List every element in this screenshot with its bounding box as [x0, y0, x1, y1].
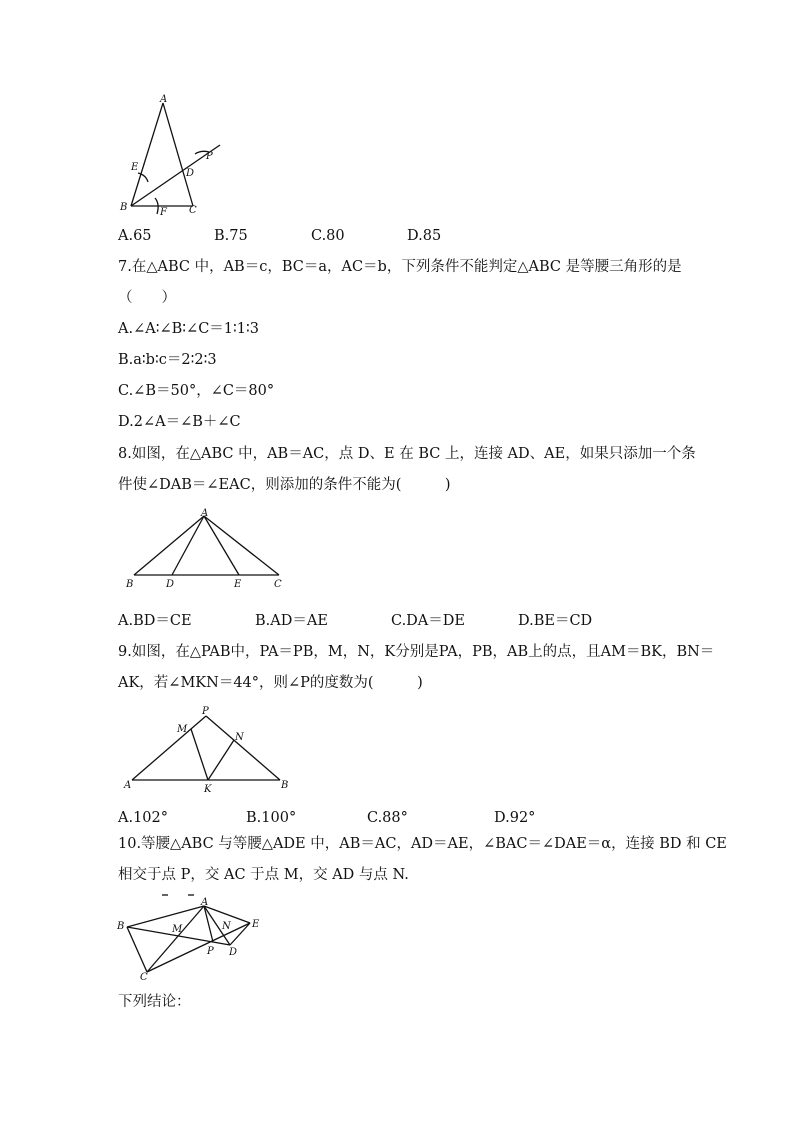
q8-label-a: A [201, 508, 209, 519]
q6-option-d: D.85 [407, 228, 442, 244]
q9-stem-line2: AK，若∠MKN＝44°，则∠P的度数为( ) [118, 675, 423, 691]
q9-label-m: M [177, 724, 188, 735]
q10-side-de [230, 923, 250, 945]
q9-stem-line1: 9.如图，在△PAB中，PA＝PB，M，N，K分别是PA，PB，AB上的点，且AM＝BK，BN＝ [118, 644, 715, 660]
q6-label-b: B [120, 202, 128, 213]
q6-label-f: F [160, 207, 167, 218]
q9-option-b: B.100° [246, 810, 297, 826]
q9-label-p: P [202, 706, 209, 717]
q9-segment-mk [191, 729, 208, 780]
q6-option-a: A.65 [118, 228, 152, 244]
q10-figure [116, 892, 266, 982]
q9-label-b: B [281, 780, 289, 791]
q8-label-d: D [166, 579, 175, 590]
q10-side-bc [127, 927, 147, 972]
q8-label-c: C [274, 579, 282, 590]
q8-option-b: B.AD＝AE [255, 613, 328, 629]
q6-side-ab [131, 103, 163, 206]
q9-option-a: A.102° [118, 810, 169, 826]
q8-segment-ad [172, 516, 204, 575]
q6-option-c: C.80 [311, 228, 345, 244]
q7-option-b: B.a∶b∶c＝2∶2∶3 [118, 352, 217, 368]
q7-option-c: C.∠B＝50°，∠C＝80° [118, 383, 275, 399]
q10-stem-line2: 相交于点 P，交 AC 于点 M，交 AD 与点 N. [118, 867, 409, 883]
q8-label-e: E [234, 579, 242, 590]
q9-label-k: K [204, 784, 212, 795]
q8-label-b: B [126, 579, 134, 590]
q8-segment-ae [204, 516, 239, 575]
q6-side-ac [163, 103, 193, 206]
q6-option-b: B.75 [214, 228, 248, 244]
q9-option-d: D.92° [494, 810, 536, 826]
q9-side-pb [206, 716, 280, 780]
q6-label-e: E [131, 162, 139, 173]
q10-label-b: B [117, 921, 125, 932]
q8-stem-line1: 8.如图，在△ABC 中，AB＝AC，点 D、E 在 BC 上，连接 AD、AE，如果只添加一个条 [118, 446, 696, 462]
q10-label-e: E [252, 919, 260, 930]
q10-label-c: C [140, 972, 148, 983]
q8-stem-line2: 件使∠DAB＝∠EAC，则添加的条件不能为( ) [118, 477, 451, 493]
q9-option-c: C.88° [367, 810, 408, 826]
q6-label-c: C [189, 205, 197, 216]
q6-figure [112, 92, 232, 217]
q8-side-ab [134, 516, 204, 575]
q8-option-c: C.DA＝DE [391, 613, 465, 629]
q10-conclusion-lead: 下列结论： [118, 994, 191, 1010]
q8-option-d: D.BE＝CD [518, 613, 593, 629]
q8-figure [124, 506, 294, 591]
q10-label-d: D [229, 947, 238, 958]
q6-label-d: D [186, 168, 195, 179]
q8-option-a: A.BD＝CE [118, 613, 192, 629]
q8-side-ac [204, 516, 279, 575]
q7-option-a: A.∠A∶∠B∶∠C＝1∶1∶3 [118, 321, 260, 337]
q10-segment-ap [204, 906, 213, 942]
q7-stem-line2: （ ） [118, 290, 176, 306]
q10-label-p: P [207, 946, 214, 957]
q7-option-d: D.2∠A＝∠B＋∠C [118, 414, 241, 430]
q9-segment-nk [208, 740, 234, 780]
q9-side-pa [132, 716, 206, 780]
q10-label-m: M [172, 924, 183, 935]
q9-figure [120, 702, 295, 797]
q10-label-n: N [222, 921, 231, 932]
q6-label-a: A [160, 94, 168, 105]
q6-label-p: P [206, 151, 213, 162]
q7-stem-line1: 7.在△ABC 中，AB＝c，BC＝a，AC＝b，下列条件不能判定△ABC 是等腰三角形的是 [118, 259, 682, 275]
q10-side-ab [127, 906, 204, 927]
q10-stem-line1: 10.等腰△ABC 与等腰△ADE 中，AB＝AC，AD＝AE，∠BAC＝∠DAE＝α，连接 BD 和 CE [118, 836, 727, 852]
q9-label-n: N [235, 732, 244, 743]
q10-label-a: A [201, 897, 209, 908]
q9-label-a: A [124, 780, 132, 791]
